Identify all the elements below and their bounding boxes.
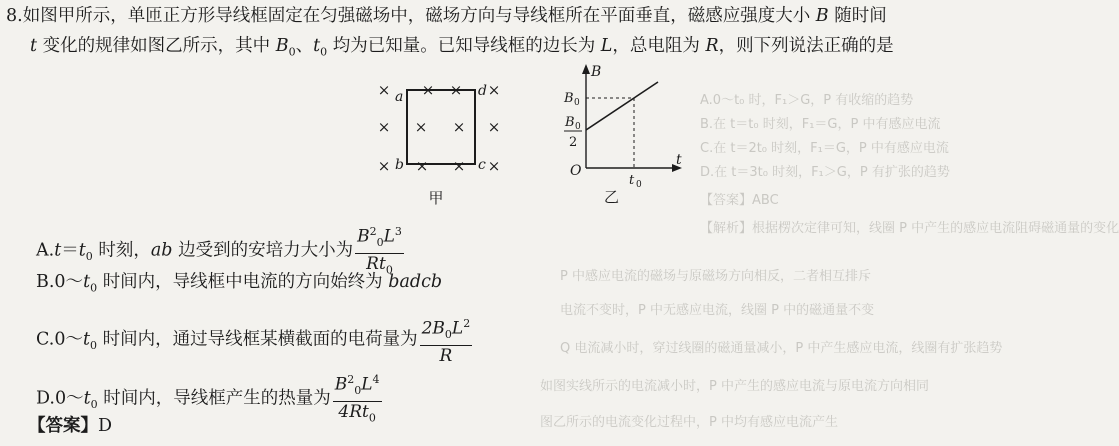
stem-text-2: 随时间 [834,6,887,26]
option-D-text: 时间内，导线框产生的热量为 [103,388,331,409]
symbol-t: t [54,240,62,261]
B-t-line [586,82,658,130]
answer-label: 【答案】 [28,416,98,436]
caption-jia: 甲 [428,189,444,207]
cross-mark: × [377,118,391,136]
cross-mark: × [452,118,466,136]
symbol-B: B [815,6,829,26]
subscript-0: 0 [444,328,452,342]
origin-label: O [570,163,582,179]
bleed-text-9: Q 电流减小时，穿过线圈的磁通量减小，P 中产生感应电流，线圈有扩张趋势 [560,341,1003,356]
symbol-t0: t [78,240,86,261]
tick-sub-0: 0 [574,98,580,108]
stem-text-4: 均为已知量。已知导线框的边长为 [332,36,596,56]
axis-label-B: B [591,64,602,80]
bleed-text-4: D.在 t＝3t₀ 时刻，F₁＞G，P 有扩张的趋势 [700,165,950,180]
symbol-t0: t [313,36,321,56]
cross-mark: × [421,81,435,99]
bleed-text-1: A.0～t₀ 时，F₁＞G，P 有收缩的趋势 [700,93,914,108]
bleed-text-7: P 中感应电流的磁场与原磁场方向相反，二者相互排斥 [560,269,871,284]
tick-label-B0: B [564,91,574,106]
vertex-b: b [395,157,404,173]
num-B: B [334,374,348,395]
sup-2: 2 [347,373,355,386]
tick-label-t0: t [629,173,635,188]
den-4Rt: 4Rt [338,402,369,423]
option-C-text: 时间内，通过导线框某横截面的电荷量为 [102,329,418,350]
cross-mark: × [487,81,501,99]
symbol-R: R [705,36,719,56]
question-stem-line-2 [30,34,894,65]
sup-4: 4 [372,373,380,386]
option-A-prefix: A. [36,240,55,261]
stem-text-1: 如图甲所示，单匝正方形导线框固定在匀强磁场中，磁场方向与导线框所在平面垂直，磁感应强度大小 [22,6,811,26]
option-B-text: 时间内，导线框中电流的方向始终为 [102,272,383,292]
vertex-a: a [395,89,404,105]
fraction-D [333,370,382,428]
subscript-0: 0 [385,263,393,277]
subscript-0: 0 [90,339,98,353]
sub-0: 0 [376,236,384,250]
cross-mark: × [487,157,501,175]
symbol-B0: B [275,36,289,56]
figure-yi [560,60,700,208]
axis-label-t: t [676,152,682,168]
sub-0: 0 [354,384,362,398]
symbol-t0: t [83,272,91,292]
cross-mark: × [377,81,391,99]
option-A-text: 时刻， [98,240,151,261]
num-2B: 2B [421,318,445,339]
bleed-text-10: 如图实线所示的电流减小时，P 中产生的感应电流与原电流方向相同 [540,379,929,394]
den-Rt: Rt [366,254,386,275]
cross-mark: × [415,157,429,175]
figure-jia [370,76,510,208]
option-C [36,314,472,366]
sup-2: 2 [369,225,377,238]
cross-mark: × [452,157,466,175]
stem-text-6: ，则下列说法正确的是 [718,36,894,56]
subscript-0: 0 [288,45,296,59]
option-A-text2: 边受到的安培力大小为 [178,240,354,261]
tick-label-B0-half-num: B [565,115,575,130]
equals-sign: ＝ [61,240,79,261]
current-path: badcb [388,272,443,292]
subscript-0: 0 [90,281,98,295]
caption-yi: 乙 [604,188,620,206]
option-B [36,270,442,301]
answer-value: D [98,416,113,436]
stem-text-5: ，总电阻为 [612,36,700,56]
question-stem-line-1 [6,4,887,28]
bleed-text-8: 电流不变时，P 中无感应电流，线圈 P 中的磁通量不变 [560,303,875,318]
num-L: L [383,226,395,247]
cross-mark: × [414,118,428,136]
num-B: B [357,226,370,247]
symbol-L: L [600,36,613,56]
symbol-t0: t [83,388,91,409]
symbol-ab: ab [150,240,173,261]
sup-3: 3 [394,225,402,238]
y-axis-arrow [582,64,590,74]
bleed-text-11: 图乙所示的电流变化过程中，P 中均有感应电流产生 [540,415,838,430]
subscript-0: 0 [368,411,376,425]
subscript-0: 0 [85,250,93,264]
cross-mark: × [449,81,463,99]
cross-mark: × [377,157,391,175]
num-L: L [361,374,373,395]
answer-line [28,414,112,438]
bleed-text-3: C.在 t＝2t₀ 时刻，F₁＝G，P 中有感应电流 [700,141,949,156]
vertex-c: c [478,157,486,173]
bleed-text-6: 【解析】根据楞次定律可知，线圈 P 中产生的感应电流阻碍磁通量的变化 [700,221,1119,236]
symbol-t0: t [82,329,91,350]
bleed-text-2: B.在 t＝t₀ 时刻，F₁＝G，P 中有感应电流 [700,117,941,132]
tick-sub-0: 0 [636,180,642,190]
option-C-prefix: C.0～ [36,329,83,350]
den-R: R [439,346,453,367]
bleed-text-5: 【答案】ABC [700,193,779,208]
question-number: 8. [6,6,23,26]
vertex-d: d [478,83,487,99]
subscript-0: 0 [320,45,328,59]
option-D-prefix: D.0～ [36,388,84,409]
subscript-0: 0 [90,398,98,412]
fraction-C [420,314,473,366]
option-B-prefix: B.0～ [36,272,84,292]
stem-sep: 、 [295,36,314,56]
tick-sub-0: 0 [575,122,581,132]
num-L: L [451,318,464,339]
sup-2: 2 [463,317,471,330]
tick-label-B0-half-den: 2 [569,135,578,150]
stem-text-3: 变化的规律如图乙所示，其中 [42,36,271,56]
cross-mark: × [487,118,501,136]
symbol-t: t [30,36,38,56]
